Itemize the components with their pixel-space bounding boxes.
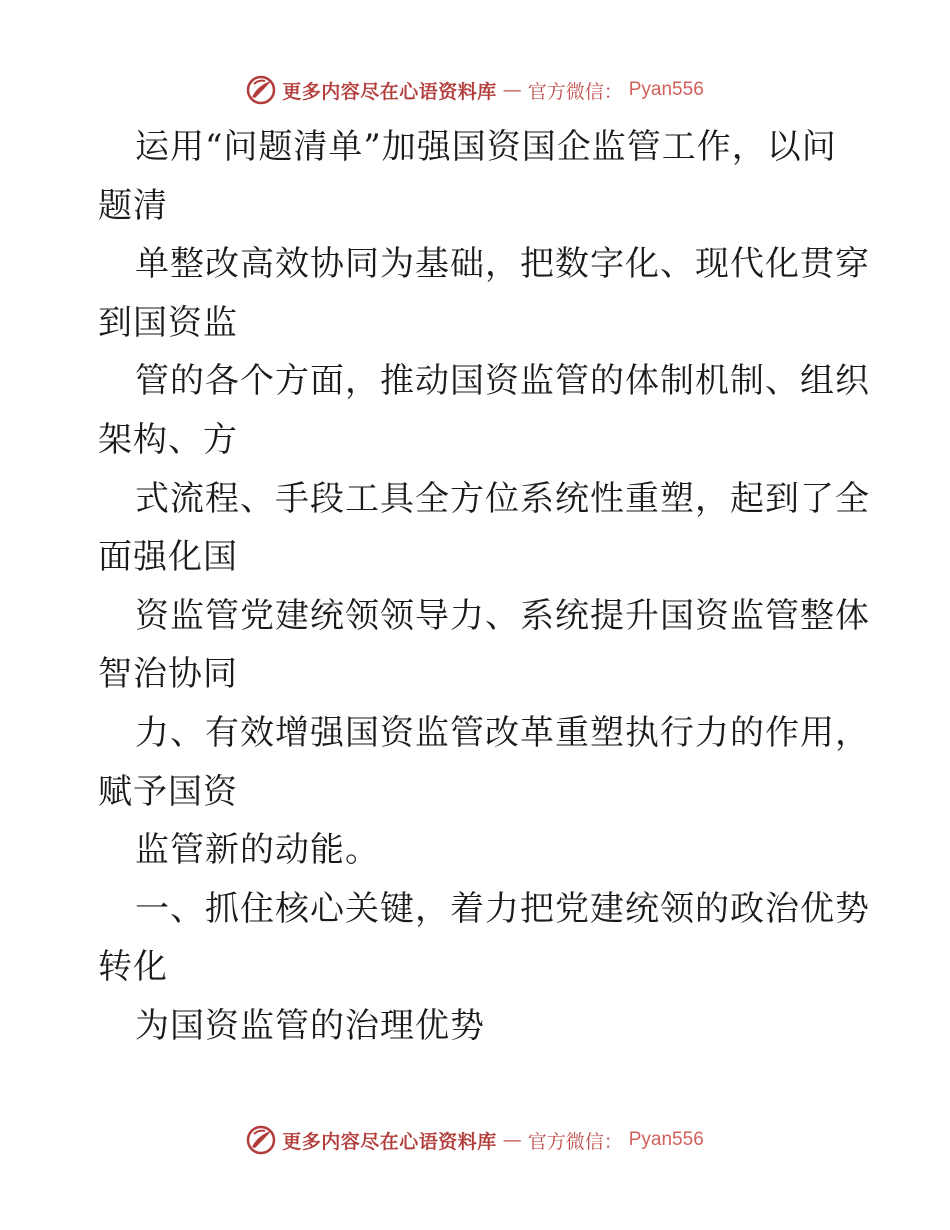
text-line: 赋予国资 (98, 771, 238, 812)
text-line: 面强化国 (98, 537, 238, 578)
banner-wechat-label: 官方微信： (527, 1130, 623, 1153)
text-line: 单整改高效协同为基础，把数字化、现代化贯穿 (135, 244, 870, 285)
footer-banner (0, 1120, 950, 1160)
banner-separator: — (502, 1129, 522, 1151)
section-heading-line: 转化 (98, 947, 168, 988)
section-heading-line: 一、抓住核心关键，着力把党建统领的政治优势 (135, 888, 870, 929)
text-line: 式流程、手段工具全方位系统性重塑，起到了全 (135, 478, 870, 519)
text-line: 管的各个方面，推动国资监管的体制机制、组织 (135, 361, 870, 402)
text-line: 题清 (98, 185, 168, 226)
pen-logo-icon (246, 75, 276, 105)
banner-brand: 更多内容尽在心语资料库 (282, 80, 497, 103)
header-banner (0, 70, 950, 110)
section-heading-line: 为国资监管的治理优势 (135, 1005, 485, 1046)
text-line: 到国资监 (98, 302, 238, 343)
pen-logo-icon (246, 1125, 276, 1155)
banner-wechat-label: 官方微信： (527, 80, 623, 103)
text-line: 智治协同 (98, 654, 238, 695)
text-line: 资监管党建统领领导力、系统提升国资监管整体 (135, 595, 870, 636)
banner-separator: — (502, 79, 522, 101)
banner-wechat-id: Pyan556 (628, 79, 704, 100)
banner-brand: 更多内容尽在心语资料库 (282, 1130, 497, 1153)
text-line: 架构、方 (98, 419, 238, 460)
body-text (98, 118, 870, 1056)
text-line: 监管新的动能。 (135, 830, 380, 871)
text-line: 力、有效增强国资监管改革重塑执行力的作用， (135, 712, 870, 753)
banner-wechat-id: Pyan556 (628, 1129, 704, 1150)
text-line: 运用“问题清单”加强国资国企监管工作，以问 (135, 127, 837, 167)
